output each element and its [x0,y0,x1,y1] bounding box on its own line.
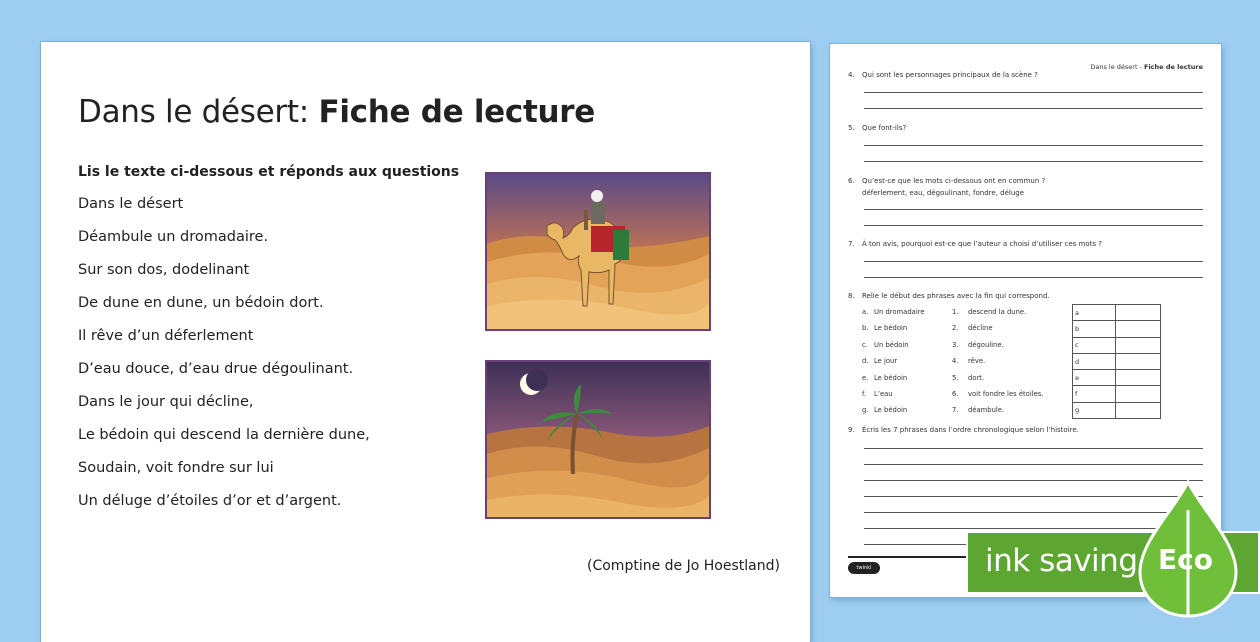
question-6 [848,177,1045,197]
poem [78,195,370,525]
answer-line[interactable] [864,261,1203,262]
page-title [78,94,595,130]
match-number: 4. [952,357,959,366]
worksheet-page-front [41,42,810,642]
grid-row [1073,337,1161,353]
match-start: Le bédoin [874,406,908,415]
match-start: Le jour [874,357,898,366]
answer-line[interactable] [864,145,1203,146]
answer-line[interactable] [864,108,1203,109]
grid-answer-cell[interactable] [1116,386,1161,402]
grid-answer-cell[interactable] [1116,321,1161,337]
poem-line: Dans le jour qui décline, [78,394,254,410]
question-8 [848,292,1050,300]
match-letter: e. [862,373,869,382]
question-7 [848,240,1102,248]
question-number: 9. [848,426,855,434]
desert-night-illustration [485,360,711,519]
eco-label: Eco [1158,543,1213,576]
answer-line[interactable] [864,161,1203,162]
twinkl-logo: twinkl [848,562,880,574]
match-start: Le bédoin [874,373,908,382]
grid-answer-cell[interactable] [1116,370,1161,386]
grid-row [1073,321,1161,337]
match-number: 3. [952,340,959,349]
grid-letter: c [1073,337,1116,353]
poem-line: D’eau douce, d’eau drue dégoulinant. [78,361,354,377]
answer-line[interactable] [864,464,1203,465]
match-start: L’eau [874,390,893,398]
poem-line: Déambule un dromadaire. [78,229,269,245]
question-number: 8. [848,292,855,300]
match-number: 7. [952,406,959,415]
question-number: 4. [848,71,855,79]
answer-line[interactable] [864,448,1203,449]
page-header [1090,63,1203,71]
instruction-text: Lis le texte ci-dessous et réponds aux questions [78,164,460,180]
header-bold: Fiche de lecture [1144,63,1203,71]
poem-line: Dans le désert [78,196,184,212]
question-word-list: déferlement, eau, dégoulinant, fondre, déluge [862,189,1025,197]
match-start: Un bédoin [874,340,909,349]
question-4 [848,71,1038,79]
match-letter: f. [862,390,867,398]
poem-credit: (Comptine de Jo Hoestland) [587,558,780,574]
match-letter: b. [862,324,869,333]
grid-letter: b [1073,321,1116,337]
answer-line[interactable] [864,209,1203,210]
grid-letter: a [1073,305,1116,321]
match-number: 2. [952,324,959,333]
grid-row [1073,353,1161,369]
grid-answer-cell[interactable] [1116,353,1161,369]
title-bold: Fiche de lecture [318,94,595,130]
ink-saving-label: ink saving [985,543,1138,579]
question-text: Écris les 7 phrases dans l’ordre chronologique selon l’histoire. [862,426,1079,434]
match-start: Un dromadaire [874,308,925,316]
match-end: dort. [968,373,985,382]
question-text: Relie le début des phrases avec la fin qui correspond. [862,292,1050,300]
grid-row [1073,386,1161,402]
grid-letter: e [1073,370,1116,386]
question-text: Qui sont les personnages principaux de la scène ? [862,71,1038,79]
grid-letter: f [1073,386,1116,402]
match-end: voit fondre les étoiles. [968,390,1044,398]
poem-line: Un déluge d’étoiles d’or et d’argent. [78,493,342,509]
question-number: 7. [848,240,855,248]
grid-answer-cell[interactable] [1116,337,1161,353]
match-letter: a. [862,308,869,316]
poem-line: Le bédoin qui descend la dernière dune, [78,427,370,443]
answer-line[interactable] [864,92,1203,93]
match-letter: g. [862,406,869,415]
question-text: Que font-ils? [862,124,907,132]
answer-grid [1072,304,1161,419]
question-text: À ton avis, pourquoi est-ce que l’auteur a choisi d’utiliser ces mots ? [862,240,1102,248]
camel-rider-illustration [485,172,711,331]
header-light: Dans le désert - [1090,63,1142,71]
poem-line: De dune en dune, un bédoin dort. [78,295,324,311]
match-letter: d. [862,357,869,366]
match-number: 6. [952,390,959,398]
answer-line[interactable] [864,277,1203,278]
poem-line: Sur son dos, dodelinant [78,262,250,278]
title-light: Dans le désert: [78,94,309,130]
grid-row [1073,305,1161,321]
question-number: 6. [848,177,855,185]
grid-row [1073,370,1161,386]
grid-answer-cell[interactable] [1116,402,1161,418]
match-end: descend la dune. [968,308,1027,316]
poem-line: Soudain, voit fondre sur lui [78,460,274,476]
match-end: rêve. [968,357,986,366]
match-end: dégouline. [968,340,1004,349]
question-9 [848,426,1079,434]
grid-letter: g [1073,402,1116,418]
question-text: Qu’est-ce que les mots ci-dessous ont en commun ? [862,177,1046,185]
match-start: Le bédoin [874,324,908,333]
match-end: décline [968,324,993,333]
question-number: 5. [848,124,855,132]
match-end: déambule. [968,406,1005,415]
grid-letter: d [1073,353,1116,369]
poem-line: Il rêve d’un déferlement [78,328,254,344]
grid-answer-cell[interactable] [1116,305,1161,321]
match-letter: c. [862,340,868,349]
match-number: 5. [952,373,959,382]
grid-row [1073,402,1161,418]
answer-line[interactable] [864,225,1203,226]
question-5 [848,124,906,132]
match-number: 1. [952,308,959,316]
